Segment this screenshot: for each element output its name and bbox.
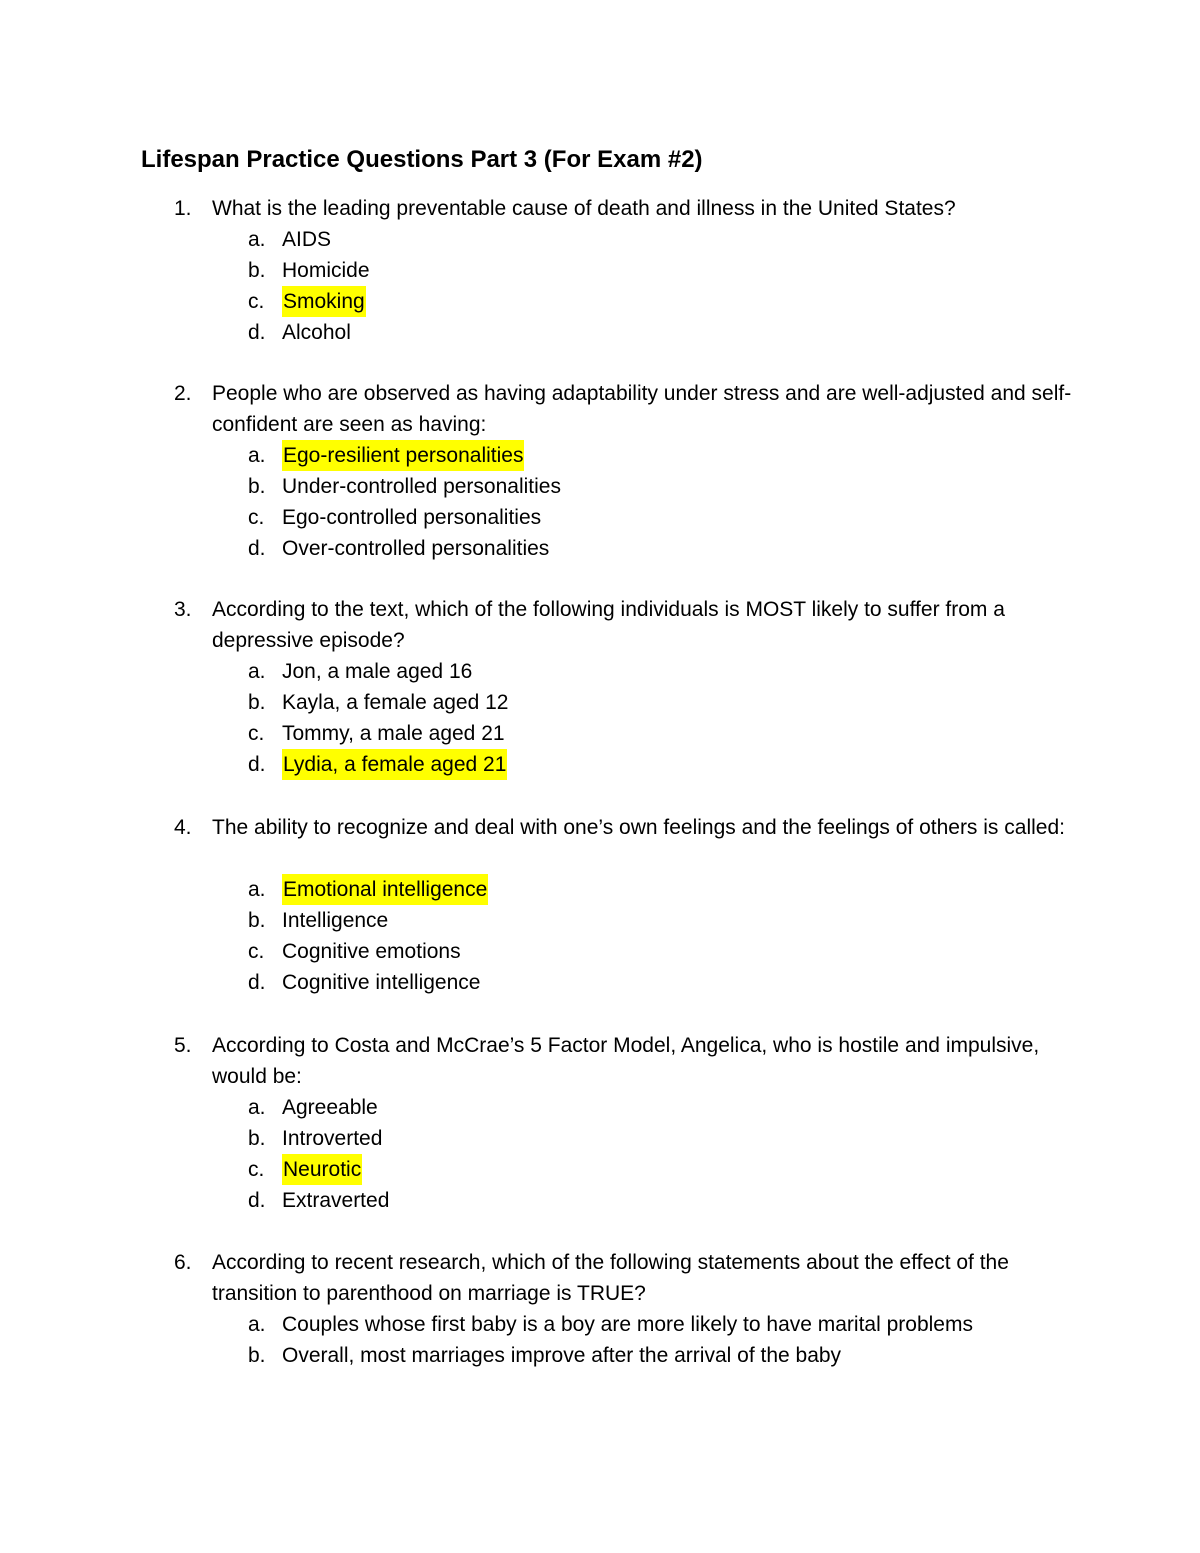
option-text: Jon, a male aged 16: [282, 660, 473, 683]
option-letter: c.: [248, 722, 265, 745]
option-letter: b.: [248, 691, 266, 714]
option-text: Kayla, a female aged 12: [282, 691, 509, 714]
option-letter: a.: [248, 878, 266, 901]
option-letter: b.: [248, 909, 266, 932]
option-text-highlighted-answer: Neurotic: [282, 1154, 362, 1185]
option-text: Tommy, a male aged 21: [282, 722, 505, 745]
answer-option: [0, 718, 1200, 749]
option-text: Couples whose first baby is a boy are more likely to have marital problems: [282, 1313, 973, 1336]
question-number: 6.: [174, 1251, 192, 1274]
option-letter: c.: [248, 506, 265, 529]
option-text-highlighted-answer: Ego-resilient personalities: [282, 440, 524, 471]
option-letter: b.: [248, 1344, 266, 1367]
option-letter: a.: [248, 444, 266, 467]
question-number: 2.: [174, 382, 192, 405]
question-stem: [0, 378, 1200, 440]
question-6: [0, 1247, 1200, 1371]
question-number: 4.: [174, 816, 192, 839]
answer-option: [0, 224, 1200, 255]
option-text: Agreeable: [282, 1096, 378, 1119]
question-number: 3.: [174, 598, 192, 621]
option-text: Overall, most marriages improve after the arrival of the baby: [282, 1344, 842, 1367]
question-stem: [0, 1030, 1200, 1092]
answer-option: [0, 286, 1200, 317]
answer-option: [0, 1309, 1200, 1340]
answer-option: [0, 905, 1200, 936]
option-letter: a.: [248, 228, 266, 251]
option-text: AIDS: [282, 228, 332, 251]
option-text: Cognitive intelligence: [282, 971, 481, 994]
answer-option: [0, 440, 1200, 471]
option-text: Ego-controlled personalities: [282, 506, 542, 529]
option-text: Homicide: [282, 259, 370, 282]
option-letter: d.: [248, 971, 266, 994]
answer-option: [0, 967, 1200, 998]
option-text: Extraverted: [282, 1189, 390, 1212]
answer-option: [0, 656, 1200, 687]
answer-option: [0, 1092, 1200, 1123]
option-letter: b.: [248, 475, 266, 498]
option-letter: b.: [248, 259, 266, 282]
document-title: Lifespan Practice Questions Part 3 (For Exam #2): [141, 146, 703, 173]
answer-option: [0, 533, 1200, 564]
answer-option: [0, 317, 1200, 348]
option-letter: b.: [248, 1127, 266, 1150]
option-letter: c.: [248, 1158, 265, 1181]
answer-option: [0, 502, 1200, 533]
option-letter: a.: [248, 1313, 266, 1336]
answer-option: [0, 936, 1200, 967]
answer-option: [0, 874, 1200, 905]
option-letter: c.: [248, 940, 265, 963]
option-text-highlighted-answer: Emotional intelligence: [282, 874, 488, 905]
question-number: 1.: [174, 197, 192, 220]
question-2: [0, 378, 1200, 564]
question-text: What is the leading preventable cause of death and illness in the United States?: [212, 197, 956, 220]
question-text: According to recent research, which of the following statements about the effect of the transition to parenthood on marriage is TRUE?: [212, 1251, 1009, 1305]
option-letter: a.: [248, 660, 266, 683]
question-number: 5.: [174, 1034, 192, 1057]
question-5: [0, 1030, 1200, 1216]
answer-option: [0, 1340, 1200, 1371]
option-letter: c.: [248, 290, 265, 313]
option-text: Introverted: [282, 1127, 383, 1150]
option-text: Under-controlled personalities: [282, 475, 561, 498]
answer-option: [0, 1154, 1200, 1185]
question-text: According to Costa and McCrae’s 5 Factor Model, Angelica, who is hostile and impulsive, would be:: [212, 1034, 1040, 1088]
question-stem: [0, 1247, 1200, 1309]
question-text: According to the text, which of the following individuals is MOST likely to suffer from a depressive episode?: [212, 598, 1005, 652]
answer-option: [0, 749, 1200, 780]
question-1: [0, 193, 1200, 348]
option-letter: d.: [248, 537, 266, 560]
option-text: Intelligence: [282, 909, 389, 932]
question-stem: [0, 594, 1200, 656]
question-4: [0, 812, 1200, 998]
answer-option: [0, 687, 1200, 718]
option-text: Alcohol: [282, 321, 351, 344]
answer-option: [0, 471, 1200, 502]
question-stem: [0, 812, 1200, 874]
option-letter: d.: [248, 321, 266, 344]
answer-option: [0, 1123, 1200, 1154]
option-text-highlighted-answer: Lydia, a female aged 21: [282, 749, 507, 780]
option-letter: d.: [248, 753, 266, 776]
option-text-highlighted-answer: Smoking: [282, 286, 366, 317]
answer-option: [0, 255, 1200, 286]
question-stem: [0, 193, 1200, 224]
option-letter: d.: [248, 1189, 266, 1212]
question-text: People who are observed as having adaptability under stress and are well-adjusted and self-confident are seen as having:: [212, 382, 1072, 436]
option-text: Cognitive emotions: [282, 940, 461, 963]
question-3: [0, 594, 1200, 780]
option-text: Over-controlled personalities: [282, 537, 550, 560]
answer-option: [0, 1185, 1200, 1216]
option-letter: a.: [248, 1096, 266, 1119]
question-text: The ability to recognize and deal with one’s own feelings and the feelings of others is called:: [212, 816, 1065, 839]
